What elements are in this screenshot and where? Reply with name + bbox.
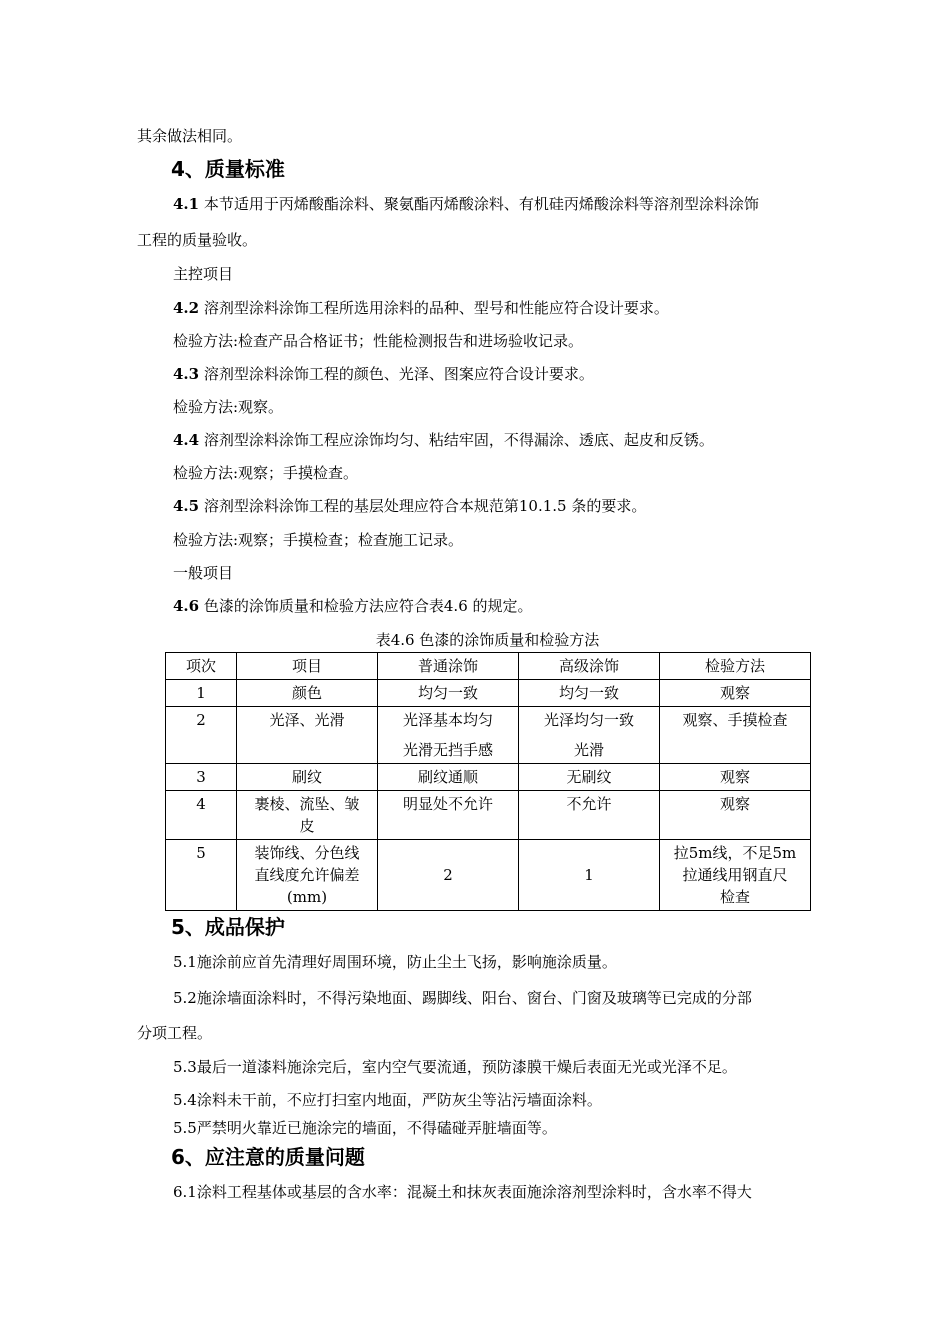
para-text: 溶剂型涂料涂饰工程所选用涂料的品种、型号和性能应符合设计要求。 <box>199 299 669 317</box>
para-4-2-check: 检验方法:检查产品合格证书；性能检测报告和进场验收记录。 <box>173 332 584 350</box>
cell-line: 光滑无挡手感 <box>402 741 493 759</box>
para-number: 4.4 <box>173 431 200 449</box>
table-row <box>166 791 811 840</box>
header-cell: 检验方法 <box>660 653 811 680</box>
cell-line: 直线度允许偏差 <box>254 866 360 884</box>
main-items-heading: 主控项目 <box>173 265 234 283</box>
row-item <box>237 791 378 840</box>
cell-line: 裹棱、流坠、皱 <box>254 795 360 813</box>
cell-line: 装饰线、分色线 <box>254 844 360 862</box>
section-4-title: 4、质量标准 <box>171 157 285 181</box>
para-text: 溶剂型涂料涂饰工程应涂饰均匀、粘结牢固，不得漏涂、透底、起皮和反锈。 <box>199 431 714 449</box>
row-number: 3 <box>166 764 237 791</box>
para-4-2 <box>173 298 669 318</box>
para-text: 溶剂型涂料涂饰工程的颜色、光泽、图案应符合设计要求。 <box>199 365 594 383</box>
row-normal: 2 <box>378 840 519 911</box>
section-6-title: 6、应注意的质量问题 <box>171 1145 365 1169</box>
cell-line: 光滑 <box>573 741 604 759</box>
header-cell: 项次 <box>166 653 237 680</box>
para-4-6 <box>173 596 533 616</box>
para-number: 4.1 <box>173 195 200 213</box>
table-row <box>166 764 811 791</box>
para-4-4 <box>173 430 714 450</box>
para-number: 4.3 <box>173 365 200 383</box>
para-5-4: 5.4涂料未干前，不应打扫室内地面，严防灰尘等沾污墙面涂料。 <box>173 1091 602 1109</box>
para-6-1: 6.1涂料工程基体或基层的含水率：混凝土和抹灰表面施涂溶剂型涂料时，含水率不得大 <box>173 1183 752 1201</box>
cell-line: 拉5m线，不足5m <box>673 844 797 862</box>
row-number: 2 <box>166 707 237 764</box>
para-4-1-line2: 工程的质量验收。 <box>137 231 258 249</box>
header-cell: 项目 <box>237 653 378 680</box>
row-normal: 明显处不允许 <box>378 791 519 840</box>
table-row <box>166 707 811 764</box>
row-advanced: 1 <box>519 840 660 911</box>
para-number: 4.6 <box>173 597 200 615</box>
para-4-5-check: 检验方法:观察；手摸检查；检查施工记录。 <box>173 531 464 549</box>
row-number: 1 <box>166 680 237 707</box>
row-method: 观察 <box>660 680 811 707</box>
row-normal: 刷纹通顺 <box>378 764 519 791</box>
cell-line: 光泽均匀一致 <box>543 711 634 729</box>
para-text: 色漆的涂饰质量和检验方法应符合表4.6 的规定。 <box>199 597 533 615</box>
cell-line: 皮 <box>299 817 315 835</box>
cell-line: 光泽基本均匀 <box>402 711 493 729</box>
header-cell: 普通涂饰 <box>378 653 519 680</box>
row-item: 刷纹 <box>237 764 378 791</box>
quality-table <box>165 652 811 911</box>
para-4-5 <box>173 496 646 516</box>
row-method: 观察 <box>660 764 811 791</box>
row-advanced: 均匀一致 <box>519 680 660 707</box>
row-method: 观察 <box>660 791 811 840</box>
table-header-row <box>166 653 811 680</box>
intro-line: 其余做法相同。 <box>137 127 243 145</box>
row-advanced <box>519 707 660 764</box>
row-item: 光泽、光滑 <box>237 707 378 764</box>
row-item: 颜色 <box>237 680 378 707</box>
para-number: 4.2 <box>173 299 200 317</box>
para-5-1: 5.1施涂前应首先清理好周围环境，防止尘土飞扬，影响施涂质量。 <box>173 953 617 971</box>
header-cell: 高级涂饰 <box>519 653 660 680</box>
row-normal <box>378 707 519 764</box>
row-method <box>660 840 811 911</box>
cell-line: (mm) <box>286 888 328 906</box>
para-5-2-line2: 分项工程。 <box>137 1024 213 1042</box>
general-items-heading: 一般项目 <box>173 564 234 582</box>
para-text: 溶剂型涂料涂饰工程的基层处理应符合本规范第10.1.5 条的要求。 <box>199 497 647 515</box>
table-row <box>166 680 811 707</box>
para-5-5: 5.5严禁明火靠近已施涂完的墙面，不得磕碰弄脏墙面等。 <box>173 1119 557 1137</box>
row-advanced: 无刷纹 <box>519 764 660 791</box>
cell-line: 检查 <box>719 888 750 906</box>
cell-line: 拉通线用钢直尺 <box>682 866 788 884</box>
section-5-title: 5、成品保护 <box>171 915 285 939</box>
para-4-4-check: 检验方法:观察；手摸检查。 <box>173 464 359 482</box>
para-5-3: 5.3最后一道漆料施涂完后，室内空气要流通，预防漆膜干燥后表面无光或光泽不足。 <box>173 1058 737 1076</box>
para-4-1-line1 <box>173 194 759 214</box>
para-text: 本节适用于丙烯酸酯涂料、聚氨酯丙烯酸涂料、有机硅丙烯酸涂料等溶剂型涂料涂饰 <box>199 195 759 213</box>
row-advanced: 不允许 <box>519 791 660 840</box>
para-4-3-check: 检验方法:观察。 <box>173 398 284 416</box>
para-5-2-line1: 5.2施涂墙面涂料时，不得污染地面、踢脚线、阳台、窗台、门窗及玻璃等已完成的分部 <box>173 989 752 1007</box>
row-item <box>237 840 378 911</box>
para-4-3 <box>173 364 594 384</box>
table-row <box>166 840 811 911</box>
row-method: 观察、手摸检查 <box>660 707 811 764</box>
row-number: 4 <box>166 791 237 840</box>
para-number: 4.5 <box>173 497 200 515</box>
row-normal: 均匀一致 <box>378 680 519 707</box>
table-caption: 表4.6 色漆的涂饰质量和检验方法 <box>375 631 600 649</box>
row-number: 5 <box>166 840 237 911</box>
